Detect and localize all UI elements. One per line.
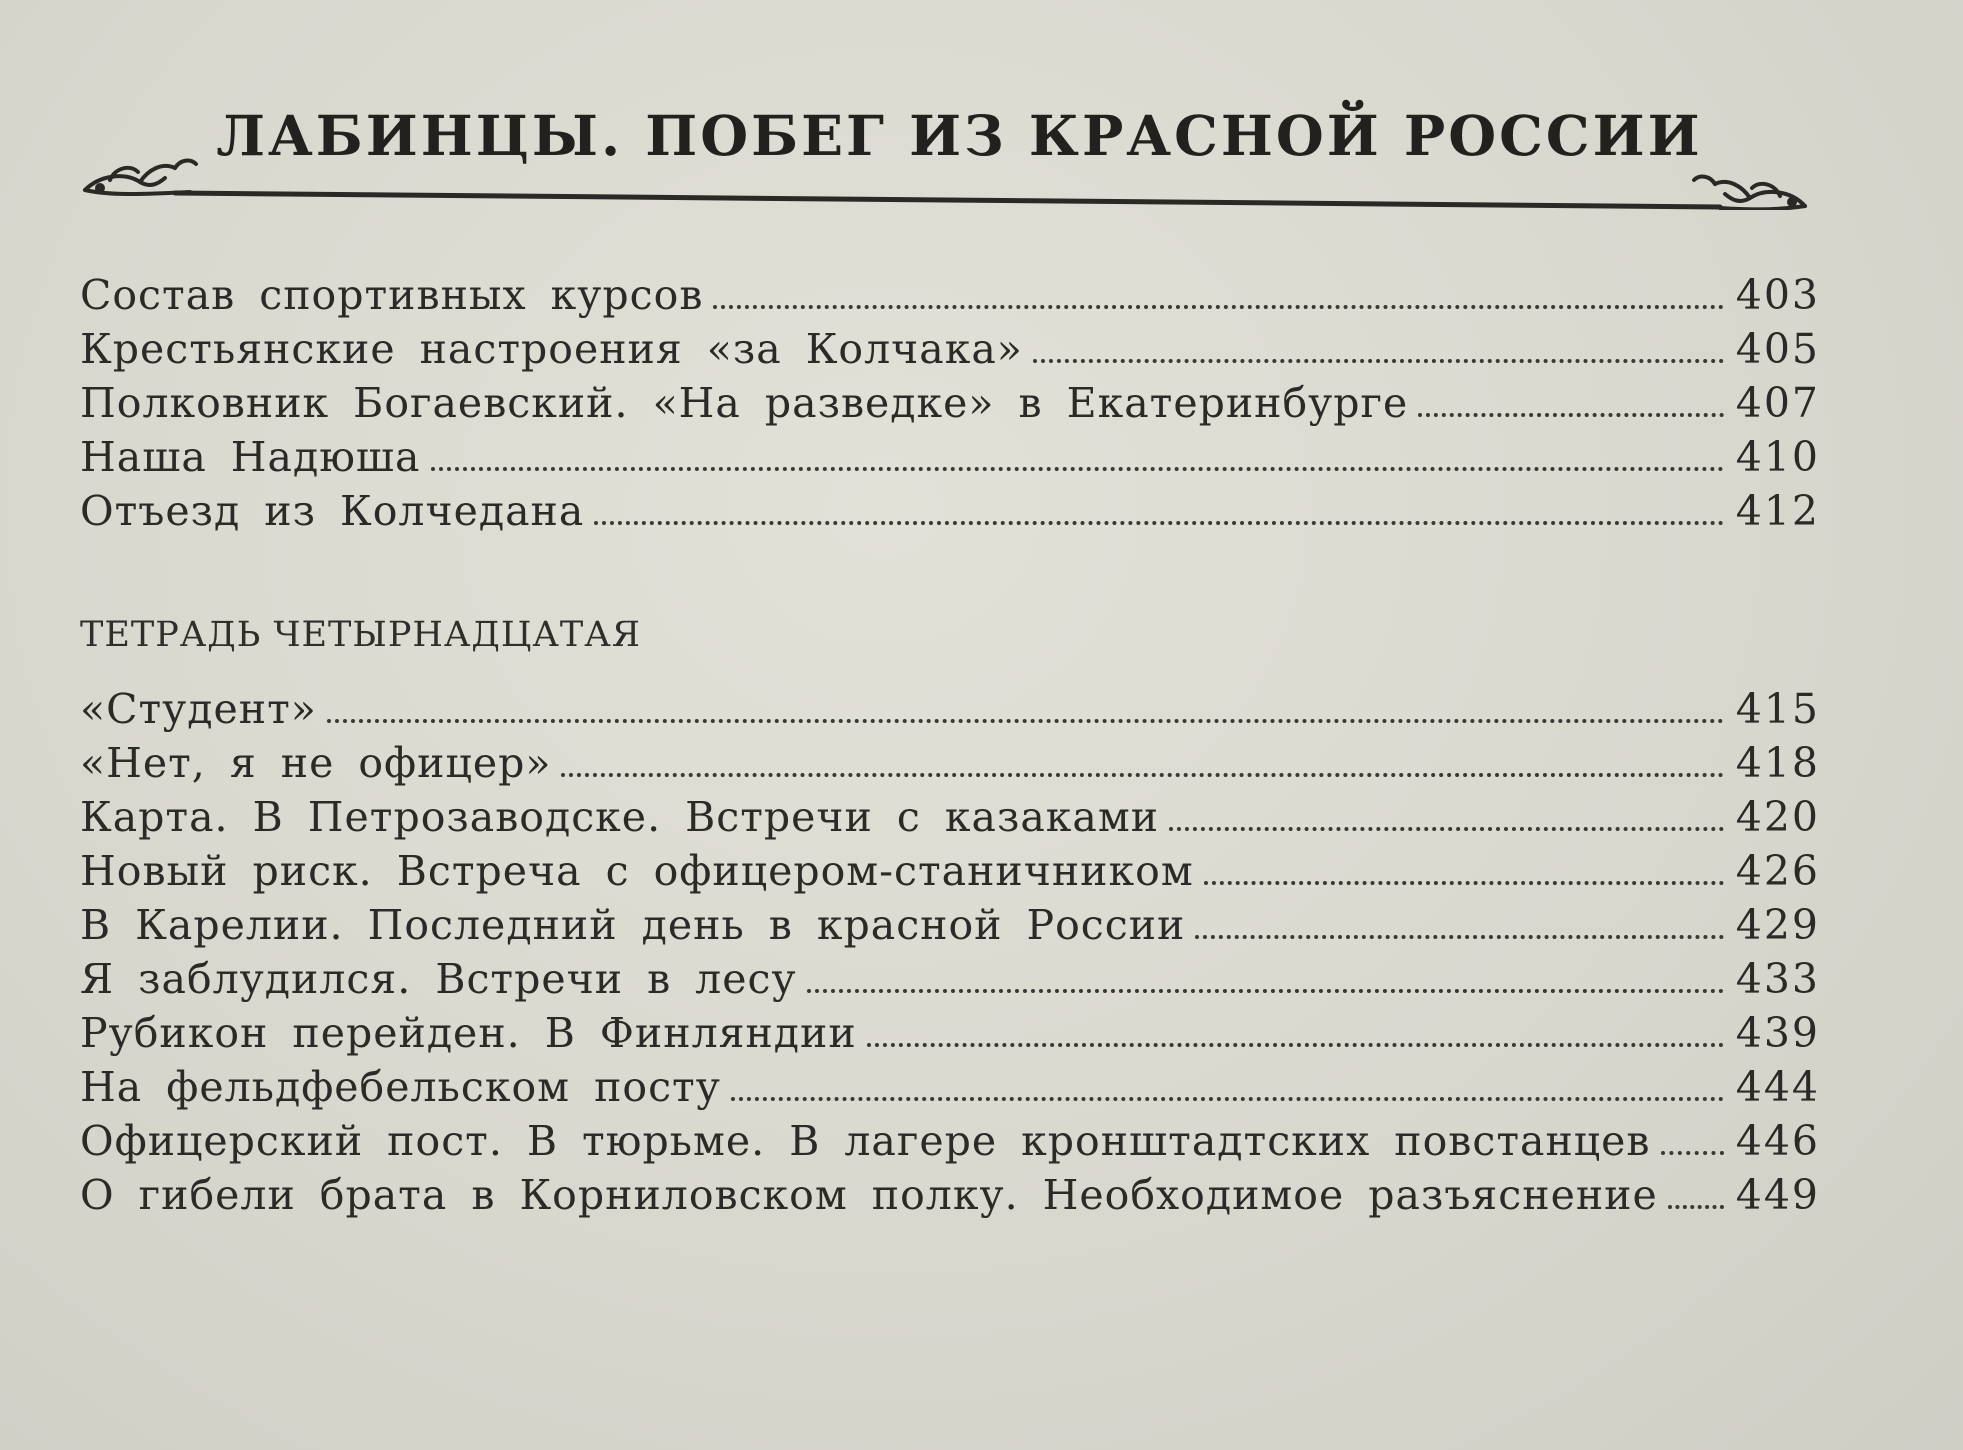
toc-entry-title: Состав спортивных курсов [80,271,704,319]
toc-entry-page: 446 [1735,1117,1820,1165]
toc-leader-dots [594,521,1723,525]
toc-entry-page: 449 [1735,1171,1820,1219]
section-heading: ТЕТРАДЬ ЧЕТЫРНАДЦАТАЯ [80,615,642,655]
toc-entry-page: 426 [1735,847,1820,895]
toc-group-after [80,682,1820,1222]
toc-entry-title: Офицерский пост. В тюрьме. В лагере кронштадтских повстанцев [80,1117,1651,1165]
toc-group-before [80,268,1820,538]
toc-entry-title: Новый риск. Встреча с офицером-станичником [80,847,1194,895]
running-title: ЛАБИНЦЫ. ПОБЕГ ИЗ КРАСНОЙ РОССИИ [216,103,1703,168]
flourish-left-icon [85,161,196,194]
toc-entry-title: Рубикон перейден. В Финляндии [80,1009,857,1057]
toc-entry[interactable] [80,1060,1820,1114]
toc-entry[interactable] [80,1006,1820,1060]
toc-entry-title: На фельдфебельском посту [80,1063,721,1111]
toc-entry-title: «Студент» [80,685,317,733]
toc-entry-title: Крестьянские настроения «за Колчака» [80,325,1023,373]
toc-leader-dots [1661,1151,1724,1155]
toc-entry-title: Карта. В Петрозаводске. Встречи с казаками [80,793,1160,841]
flourish-right-icon [1694,177,1805,210]
page-header [0,95,1963,215]
toc-leader-dots [1668,1205,1724,1209]
toc-entry-page: 433 [1735,955,1820,1003]
toc-entry-page: 420 [1735,793,1820,841]
toc-entry-title: «Нет, я не офицер» [80,739,552,787]
toc-entry[interactable] [80,844,1820,898]
toc-entry-page: 405 [1735,325,1820,373]
toc-entry-page: 412 [1735,487,1820,535]
toc-entry-title: Наша Надюша [80,433,421,481]
toc-entry[interactable] [80,376,1820,430]
toc-entry-page: 418 [1735,739,1820,787]
toc-entry[interactable] [80,268,1820,322]
toc-leader-dots [1033,359,1724,363]
toc-leader-dots [807,989,1724,993]
toc-leader-dots [1204,881,1724,885]
toc-entry-title: Я заблудился. Встречи в лесу [80,955,797,1003]
toc-entry[interactable] [80,1168,1820,1222]
toc-entry-page: 407 [1735,379,1820,427]
toc-leader-dots [713,305,1723,309]
toc-leader-dots [1418,413,1723,417]
toc-entry-title: Полковник Богаевский. «На разведке» в Екатеринбурге [80,379,1409,427]
toc-entry[interactable] [80,790,1820,844]
table-of-contents [80,268,1820,1222]
toc-leader-dots [1195,935,1723,939]
toc-entry-page: 429 [1735,901,1820,949]
toc-leader-dots [431,467,1724,471]
toc-entry[interactable] [80,952,1820,1006]
toc-entry[interactable] [80,682,1820,736]
toc-entry-title: В Карелии. Последний день в красной России [80,901,1186,949]
toc-entry-page: 439 [1735,1009,1820,1057]
toc-entry[interactable] [80,736,1820,790]
toc-entry[interactable] [80,322,1820,376]
toc-leader-dots [1169,827,1724,831]
toc-entry-title: Отъезд из Колчедана [80,487,585,535]
toc-entry[interactable] [80,1114,1820,1168]
toc-entry-title: О гибели брата в Корниловском полку. Необходимое разъяснение [80,1171,1658,1219]
toc-leader-dots [867,1043,1724,1047]
toc-leader-dots [731,1097,1724,1101]
toc-leader-dots [327,719,1724,723]
header-rule-line [175,193,1720,207]
toc-entry[interactable] [80,484,1820,538]
toc-entry[interactable] [80,430,1820,484]
toc-leader-dots [561,773,1723,777]
toc-entry-page: 444 [1735,1063,1820,1111]
toc-entry-page: 410 [1735,433,1820,481]
toc-entry[interactable] [80,898,1820,952]
toc-entry-page: 403 [1735,271,1820,319]
toc-entry-page: 415 [1735,685,1820,733]
header-rule [80,150,1810,210]
